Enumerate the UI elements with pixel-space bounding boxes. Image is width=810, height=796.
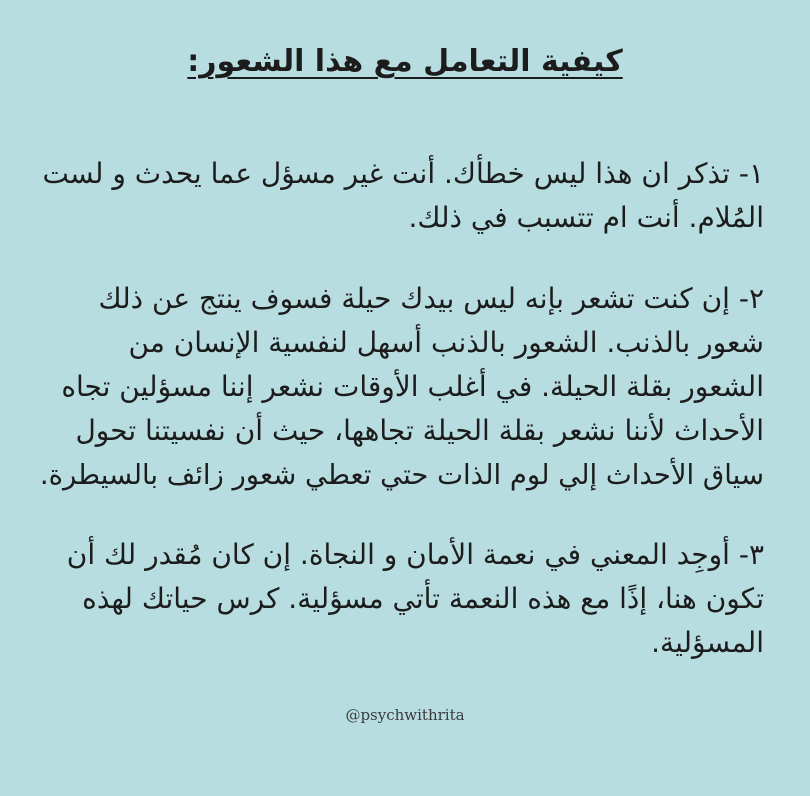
point-3 <box>34 533 764 665</box>
point-2-line: الشعور بقلة الحيلة. في أغلب الأوقات نشعر إننا مسؤلين تجاه <box>61 370 764 403</box>
point-3-line: المسؤلية. <box>651 626 764 659</box>
point-2 <box>34 277 764 497</box>
author-handle: @psychwithrita <box>345 706 465 724</box>
point-2-line: شعور بالذنب. الشعور بالذنب أسهل لنفسية الإنسان من <box>128 326 764 359</box>
point-3-line: ٣- أوجِد المعني في نعمة الأمان و النجاة. إن كان مُقدر لك أن <box>66 538 764 571</box>
point-1 <box>34 152 764 240</box>
point-3-line: تكون هنا، إذًا مع هذه النعمة تأتي مسؤلية. كرس حياتك لهذه <box>82 582 764 615</box>
point-2-line: الأحداث لأننا نشعر بقلة الحيلة تجاهها، حيث أن نفسيتنا تحول <box>75 414 764 447</box>
post-title: كيفية التعامل مع هذا الشعور: <box>187 44 623 79</box>
point-1-line: المُلام. أنت ام تتسبب في ذلك. <box>408 201 764 234</box>
point-1-line: ١- تذكر ان هذا ليس خطأك. أنت غير مسؤل عما يحدث و لست <box>42 157 764 190</box>
point-2-line: ٢- إن كنت تشعر بإنه ليس بيدك حيلة فسوف ينتج عن ذلك <box>98 282 764 315</box>
point-2-line: سياق الأحداث إلي لوم الذات حتي تعطي شعور زائف بالسيطرة. <box>39 459 764 491</box>
